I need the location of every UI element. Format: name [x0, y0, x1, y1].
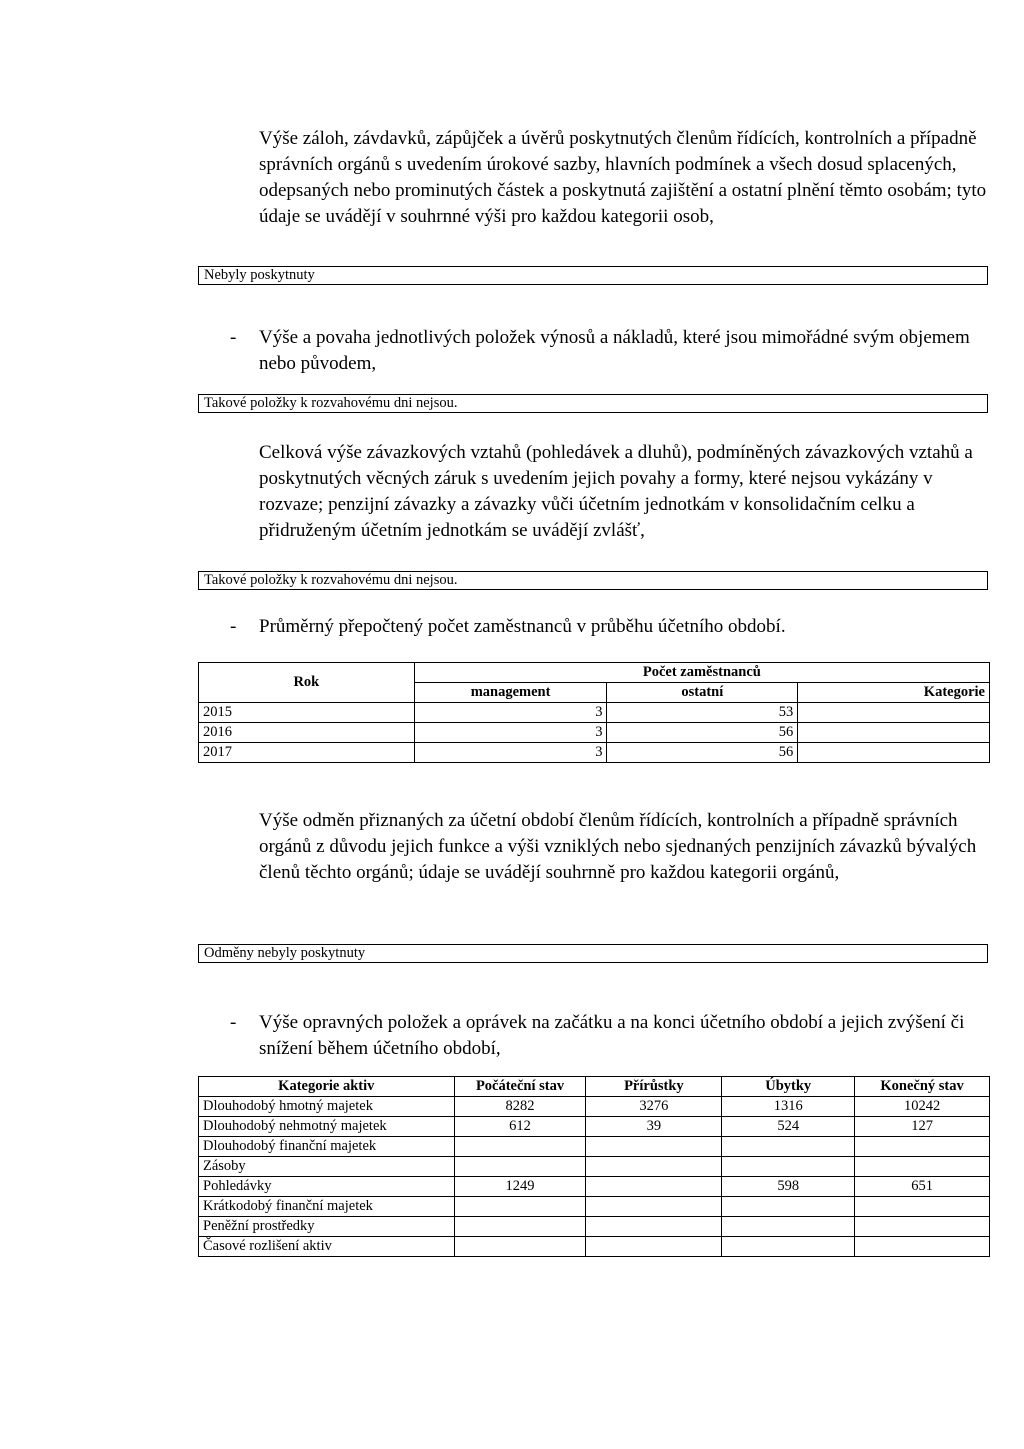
list-dash: - — [230, 327, 237, 348]
cell-disposals: 1316 — [722, 1097, 855, 1117]
header-year: Rok — [199, 663, 415, 703]
header-other: ostatní — [607, 683, 798, 703]
cell-asset-category: Časové rozlišení aktiv — [199, 1237, 455, 1257]
cell-category — [798, 703, 990, 723]
table-row — [199, 1177, 990, 1197]
cell-additions — [586, 1237, 722, 1257]
paragraph-obligations: Celková výše závazkových vztahů (pohledávek a dluhů), podmíněných závazkových vztahů a poskytnutých věcných záruk s uvedením jejich povahy a formy, které nejsou vykázány v rozvaze; penzijní závazky a závazky vůči účetním jednotkám v konsolidačním celku a přidruženým účetním jednotkám se uvádějí zvlášť, — [259, 442, 973, 541]
cell-asset-category: Zásoby — [199, 1157, 455, 1177]
cell-opening: 612 — [454, 1117, 586, 1137]
cell-opening — [454, 1217, 586, 1237]
list-item-extraordinary — [230, 325, 994, 376]
table-row — [199, 1117, 990, 1137]
table-row — [199, 1197, 990, 1217]
cell-closing — [855, 1197, 990, 1217]
cell-additions — [586, 1157, 722, 1177]
list-item-employees — [230, 614, 994, 640]
table-header-row — [199, 1077, 990, 1097]
list-item-adjustments — [230, 1010, 994, 1061]
cell-other: 56 — [607, 723, 798, 743]
header-disposals: Úbytky — [722, 1077, 855, 1097]
cell-opening — [454, 1157, 586, 1177]
cell-opening: 1249 — [454, 1177, 586, 1197]
paragraph-loans: Výše záloh, závdavků, zápůjček a úvěrů poskytnutých členům řídících, kontrolních a případně správních orgánů s uvedením úrokové sazby, hlavních podmínek a všech dosud splacených, odepsaných nebo prominutých částek a poskytnutá zajištění a ostatní plnění těmto osobám; tyto údaje se uvádějí v souhrnné výši pro každou kategorii osob, — [259, 128, 987, 227]
cell-disposals — [722, 1237, 855, 1257]
cell-category — [798, 743, 990, 763]
cell-closing — [855, 1237, 990, 1257]
table-row — [199, 723, 990, 743]
cell-disposals — [722, 1137, 855, 1157]
cell-asset-category: Peněžní prostředky — [199, 1217, 455, 1237]
header-management: management — [414, 683, 607, 703]
list-item-text: Výše opravných položek a oprávek na začátku a na konci účetního období a jejich zvýšení či snížení během účetního období, — [259, 1012, 965, 1059]
header-asset-category: Kategorie aktiv — [199, 1077, 455, 1097]
cell-closing: 10242 — [855, 1097, 990, 1117]
header-closing: Konečný stav — [855, 1077, 990, 1097]
cell-closing — [855, 1137, 990, 1157]
header-employee-count: Počet zaměstnanců — [414, 663, 989, 683]
answer-box-extraordinary: Takové položky k rozvahovému dni nejsou. — [198, 394, 988, 413]
list-dash: - — [230, 1012, 237, 1033]
header-additions: Přírůstky — [586, 1077, 722, 1097]
cell-disposals — [722, 1197, 855, 1217]
table-row — [199, 1157, 990, 1177]
cell-other: 56 — [607, 743, 798, 763]
cell-additions: 39 — [586, 1117, 722, 1137]
cell-asset-category: Dlouhodobý hmotný majetek — [199, 1097, 455, 1117]
cell-management: 3 — [414, 723, 607, 743]
cell-year: 2017 — [199, 743, 415, 763]
cell-opening — [454, 1197, 586, 1217]
table-row — [199, 1137, 990, 1157]
answer-box-obligations: Takové položky k rozvahovému dni nejsou. — [198, 571, 988, 590]
cell-management: 3 — [414, 703, 607, 723]
table-row — [199, 743, 990, 763]
cell-additions — [586, 1217, 722, 1237]
cell-asset-category: Dlouhodobý nehmotný majetek — [199, 1117, 455, 1137]
list-item-text: Výše a povaha jednotlivých položek výnosů a nákladů, které jsou mimořádné svým objemem nebo původem, — [259, 327, 970, 374]
cell-year: 2015 — [199, 703, 415, 723]
cell-asset-category: Krátkodobý finanční majetek — [199, 1197, 455, 1217]
cell-disposals: 598 — [722, 1177, 855, 1197]
employees-table — [198, 662, 990, 763]
cell-additions — [586, 1137, 722, 1157]
table-row — [199, 1237, 990, 1257]
cell-additions: 3276 — [586, 1097, 722, 1117]
table-row — [199, 703, 990, 723]
cell-opening: 8282 — [454, 1097, 586, 1117]
cell-closing — [855, 1217, 990, 1237]
cell-disposals — [722, 1157, 855, 1177]
cell-opening — [454, 1137, 586, 1157]
cell-management: 3 — [414, 743, 607, 763]
cell-category — [798, 723, 990, 743]
cell-additions — [586, 1177, 722, 1197]
cell-closing: 651 — [855, 1177, 990, 1197]
table-row — [199, 1217, 990, 1237]
cell-disposals: 524 — [722, 1117, 855, 1137]
cell-asset-category: Dlouhodobý finanční majetek — [199, 1137, 455, 1157]
cell-disposals — [722, 1217, 855, 1237]
cell-opening — [454, 1237, 586, 1257]
adjustments-table — [198, 1076, 990, 1257]
header-category: Kategorie — [798, 683, 990, 703]
answer-box-loans: Nebyly poskytnuty — [198, 266, 988, 285]
answer-box-remuneration: Odměny nebyly poskytnuty — [198, 944, 988, 963]
table-row — [199, 1097, 990, 1117]
header-opening: Počáteční stav — [454, 1077, 586, 1097]
list-item-text: Průměrný přepočtený počet zaměstnanců v průběhu účetního období. — [259, 616, 786, 637]
list-dash: - — [230, 616, 237, 637]
cell-asset-category: Pohledávky — [199, 1177, 455, 1197]
paragraph-remuneration: Výše odměn přiznaných za účetní období členům řídících, kontrolních a případně správních orgánů z důvodu jejich funkce a výši vzniklých nebo sjednaných penzijních závazků bývalých členů těchto orgánů; údaje se uvádějí souhrnně pro každou kategorii orgánů, — [259, 810, 977, 883]
cell-closing — [855, 1157, 990, 1177]
cell-year: 2016 — [199, 723, 415, 743]
table-header-row — [199, 663, 990, 683]
cell-additions — [586, 1197, 722, 1217]
cell-closing: 127 — [855, 1117, 990, 1137]
cell-other: 53 — [607, 703, 798, 723]
